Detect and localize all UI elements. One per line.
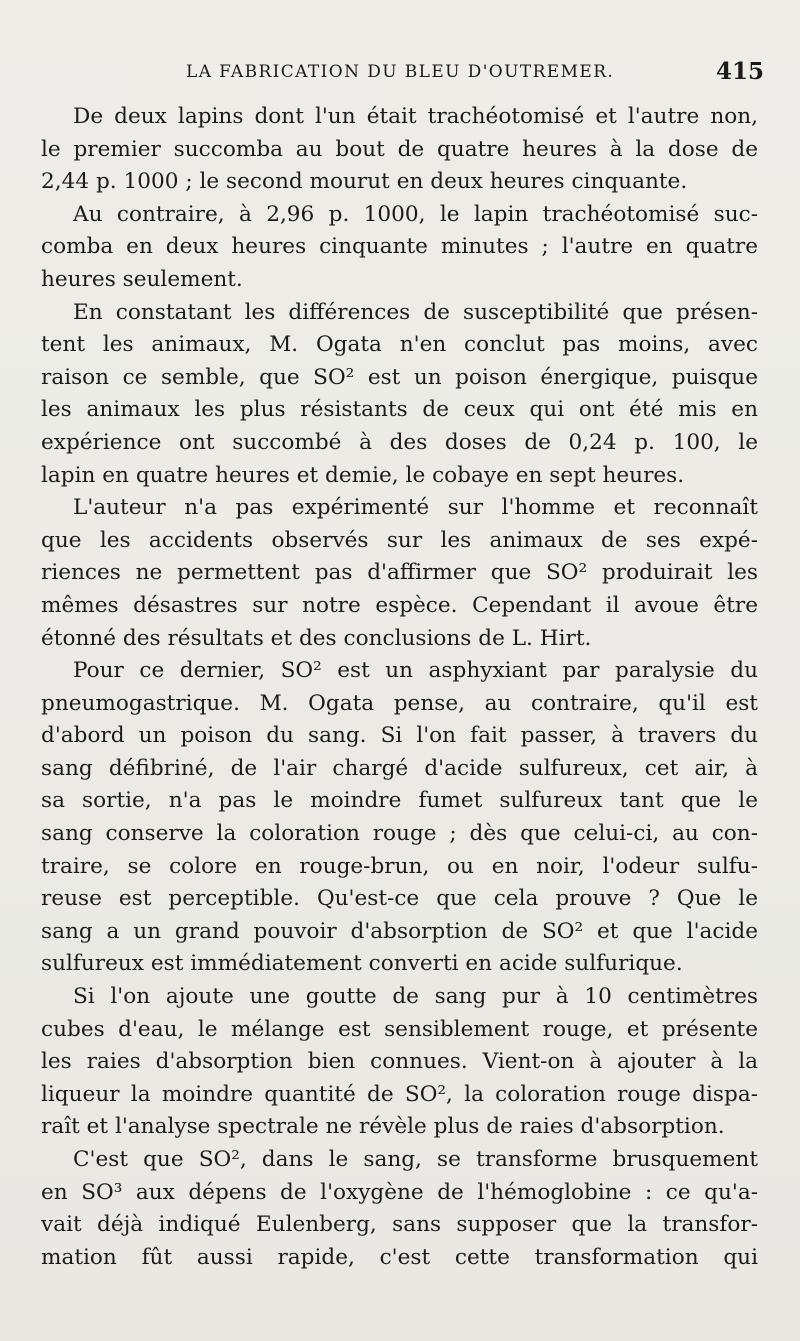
text-line: reuse est perceptible. Qu'est-ce que cela prouve ? Que le bbox=[41, 886, 758, 912]
text-line: raît et l'analyse spectrale ne révèle plus de raies d'absorption. bbox=[41, 1114, 725, 1140]
text-line: tent les animaux, M. Ogata n'en conclut pas moins, avec bbox=[41, 332, 758, 358]
body-text bbox=[41, 101, 758, 1274]
text-line: sa sortie, n'a pas le moindre fumet sulfureux tant que le bbox=[41, 788, 758, 814]
text-line: le premier succomba au bout de quatre heures à la dose de bbox=[41, 136, 758, 162]
text-line: expérience ont succombé à des doses de 0,24 p. 100, le bbox=[41, 429, 758, 455]
text-line: Pour ce dernier, SO² est un asphyxiant par paralysie du bbox=[73, 658, 758, 684]
page-number: 415 bbox=[716, 58, 765, 85]
text-line: Au contraire, à 2,96 p. 1000, le lapin trachéotomisé suc- bbox=[73, 201, 758, 227]
text-line: liqueur la moindre quantité de SO², la coloration rouge dispa- bbox=[41, 1081, 758, 1107]
text-line: heures seulement. bbox=[41, 266, 243, 292]
text-line: C'est que SO², dans le sang, se transforme brusquement bbox=[73, 1147, 758, 1172]
text-line: traire, se colore en rouge-brun, ou en noir, l'odeur sulfu- bbox=[41, 853, 758, 879]
text-line: comba en deux heures cinquante minutes ; l'autre en quatre bbox=[41, 234, 758, 260]
text-line: en SO³ aux dépens de l'oxygène de l'hémoglobine : ce qu'a- bbox=[41, 1179, 758, 1205]
text-line: raison ce semble, que SO² est un poison énergique, puisque bbox=[41, 364, 758, 390]
text-line: riences ne permettent pas d'affirmer que SO² produirait les bbox=[41, 560, 758, 586]
text-line: mêmes désastres sur notre espèce. Cependant il avoue être bbox=[41, 592, 758, 618]
text-line: En constatant les différences de susceptibilité que présen- bbox=[73, 299, 758, 325]
text-line: De deux lapins dont l'un était trachéotomisé et l'autre non, bbox=[73, 104, 758, 129]
text-line: 2,44 p. 1000 ; le second mourut en deux heures cinquante. bbox=[41, 169, 688, 195]
text-line: cubes d'eau, le mélange est sensiblement rouge, et présente bbox=[41, 1016, 758, 1042]
text-line: sang a un grand pouvoir d'absorption de SO² et que l'acide bbox=[41, 918, 758, 944]
text-line: sulfureux est immédiatement converti en acide sulfurique. bbox=[41, 951, 683, 977]
text-line: les raies d'absorption bien connues. Vient-on à ajouter à la bbox=[41, 1049, 758, 1075]
text-line: les animaux les plus résistants de ceux qui ont été mis en bbox=[41, 397, 758, 423]
text-line: mation fût aussi rapide, c'est cette transformation qui bbox=[41, 1244, 758, 1270]
text-line: sang défibriné, de l'air chargé d'acide sulfureux, cet air, à bbox=[41, 755, 758, 781]
text-line: vait déjà indiqué Eulenberg, sans supposer que la transfor- bbox=[41, 1212, 758, 1238]
text-line: d'abord un poison du sang. Si l'on fait passer, à travers du bbox=[41, 723, 758, 749]
text-line: pneumogastrique. M. Ogata pense, au contraire, qu'il est bbox=[41, 690, 758, 716]
page-header bbox=[0, 58, 800, 92]
text-line: Si l'on ajoute une goutte de sang pur à 10 centimètres bbox=[73, 984, 758, 1010]
running-title: LA FABRICATION DU BLEU D'OUTREMER. bbox=[186, 62, 615, 82]
text-line: L'auteur n'a pas expérimenté sur l'homme et reconnaît bbox=[73, 495, 758, 521]
text-line: sang conserve la coloration rouge ; dès que celui-ci, au con- bbox=[41, 821, 758, 847]
text-line: lapin en quatre heures et demie, le cobaye en sept heures. bbox=[41, 462, 685, 488]
text-line: que les accidents observés sur les animaux de ses expé- bbox=[41, 527, 758, 553]
text-line: étonné des résultats et des conclusions de L. Hirt. bbox=[41, 625, 592, 651]
